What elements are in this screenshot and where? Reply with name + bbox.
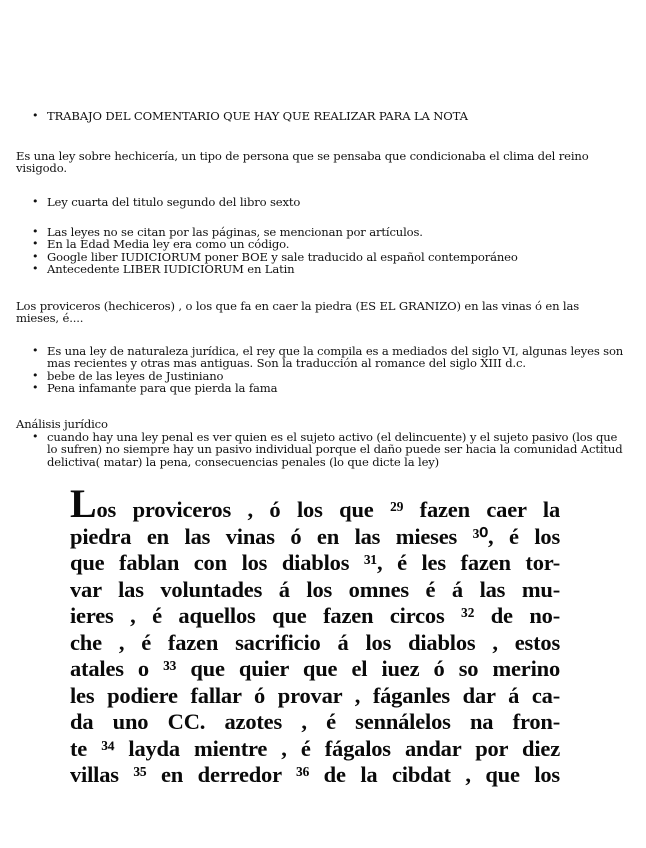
note-text: Antecedente LIBER IUDICIORUM en Latin [47,262,295,277]
scan-line: var las voluntades á los omnes é á las mu- [70,576,560,602]
heading-item [16,110,628,122]
scan-line-text: os proviceros , ó los que ²⁹ fazen caer la [96,497,560,522]
scan-line: da uno CC. azotes , é sennálelos na fron- [70,709,560,734]
scan-line: que fablan con los diablos ³¹, é les fazen tor- [70,550,560,575]
scan-line: te ³⁴ layda mientre , é fágalos andar por diez [70,735,560,761]
trait-item [16,345,628,370]
scan-line: piedra en las vinas ó en las mieses ³⁰, é los [70,523,560,549]
note-text: En la Edad Media ley era como un código. [47,237,290,252]
note-text: Google liber IUDICIORUM poner BOE y sale traducido al español contemporáneo [47,249,518,264]
heading-text: TRABAJO DEL COMENTARIO QUE HAY QUE REALIZAR PARA LA NOTA [47,109,468,123]
trait-text: Es una ley de naturaleza jurídica, el rey que la compila es a mediados del siglo VI, algunas leyes son mas recientes y otras mas antiguas. Son la traducción al romance del siglo XIII d.c. [47,344,624,371]
scan-line [70,481,560,526]
scan-line: che , é fazen sacrificio á los diablos , estos [70,629,560,655]
note-item [16,263,628,275]
trait-item [16,382,628,394]
analysis-text: cuando hay una ley penal es ver quien es el sujeto activo (el delincuente) y el sujeto pasivo (los que lo sufren) no siempre hay un pasivo individual porque el daño puede ser hacia la comunidad Actitud delictiva( matar) la pena, consecuencias penales (lo que dicte la ley) [47,430,623,469]
note-text: Las leyes no se citan por las páginas, se mencionan por artículos. [47,225,423,239]
drop-cap: L [70,481,97,526]
law-reference-text: Ley cuarta del titulo segundo del libro sexto [47,195,301,209]
analysis-item [16,431,628,468]
scanned-law-text [70,481,560,789]
traits-list [16,345,628,395]
analysis-heading: Análisis jurídico [16,417,108,431]
notes-list [16,226,628,276]
intro-paragraph: Es una ley sobre hechicería, un tipo de persona que se pensaba que condicionaba el clima del reino visigodo. [16,149,589,176]
scan-line: les podiere fallar ó provar , fáganles dar á ca- [70,682,560,708]
law-reference-item [16,196,628,208]
law-reference-list [16,196,628,208]
heading-list [16,110,628,122]
trait-text: bebe de las leyes de Justiniano [47,368,224,383]
scan-line: villas ³⁵ en derredor ³⁶ de la cibdat , que los [70,762,560,787]
scan-line: ieres , é aquellos que fazen circos ³² de no- [70,603,560,628]
trait-text: Pena infamante para que pierda la fama [47,381,278,396]
analysis-list [16,431,628,468]
scan-line: atales o ³³ que quier que el iuez ó so merino [70,656,560,681]
quote-paragraph: Los proviceros (hechiceros) , o los que fa en caer la piedra (ES EL GRANIZO) en las vinas ó en las mieses, é.... [16,299,580,326]
